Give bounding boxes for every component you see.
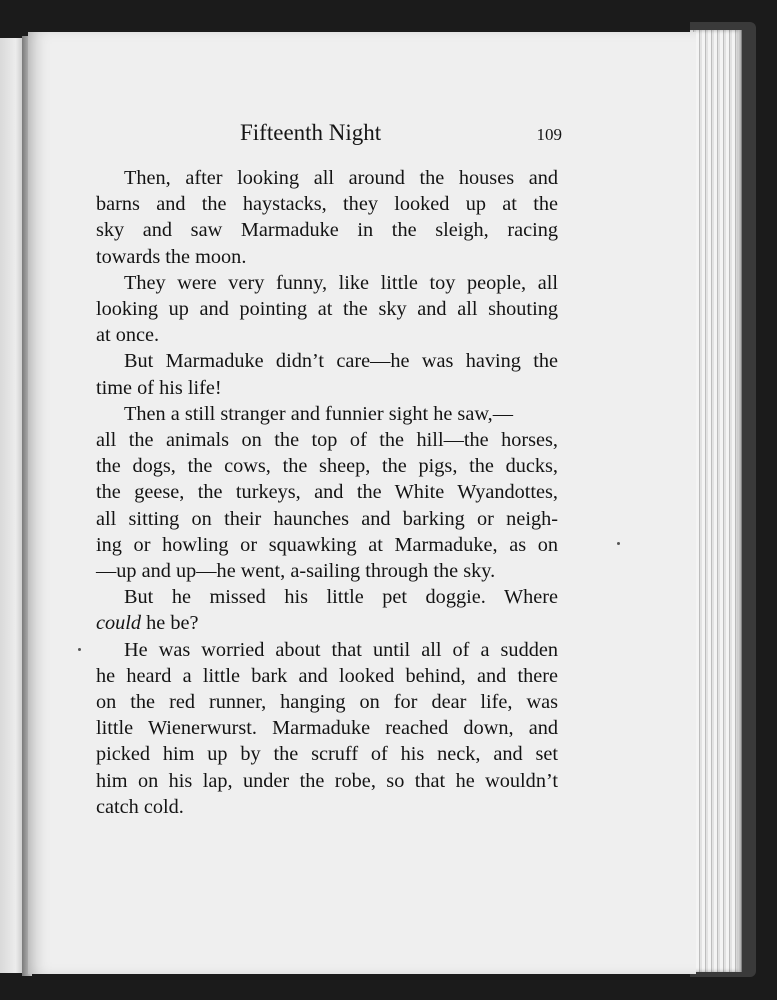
text-line: little Wienerwurst. Marmaduke reached down, and bbox=[96, 717, 558, 740]
body-text bbox=[96, 165, 558, 820]
text-line: looking up and pointing at the sky and all shouting bbox=[96, 298, 558, 321]
text-line: at once. bbox=[96, 324, 160, 347]
paper-speck bbox=[617, 542, 620, 545]
text-line: all the animals on the top of the hill—the horses, bbox=[96, 429, 558, 452]
text-line: him on his lap, under the robe, so that he wouldn’t bbox=[96, 769, 558, 792]
text-line: But Marmaduke didn’t care—he was having the bbox=[124, 350, 558, 373]
emphasis-could: could bbox=[96, 612, 142, 635]
text-line: time of his life! bbox=[96, 376, 222, 399]
page-number: 109 bbox=[536, 125, 562, 144]
text-line: Then, after looking all around the houses and bbox=[124, 167, 558, 189]
text-line: the dogs, the cows, the sheep, the pigs, the ducks, bbox=[96, 455, 558, 478]
running-title: Fifteenth Night bbox=[240, 120, 382, 145]
text-line: he heard a little bark and looked behind, and there bbox=[96, 664, 558, 687]
text-line: barns and the haystacks, they looked up at the bbox=[96, 193, 558, 216]
text-line: But he missed his little pet doggie. Where bbox=[124, 586, 558, 609]
text-line: They were very funny, like little toy people, all bbox=[124, 271, 558, 294]
text-line: towards the moon. bbox=[96, 245, 247, 268]
text-line: on the red runner, hanging on for dear life, was bbox=[96, 691, 558, 714]
text-line: all sitting on their haunches and barking or neigh- bbox=[96, 507, 558, 530]
paper-speck bbox=[78, 648, 81, 651]
text-line: sky and saw Marmaduke in the sleigh, racing bbox=[96, 219, 558, 242]
text-line: the geese, the turkeys, and the White Wyandottes, bbox=[96, 481, 558, 504]
page-edges bbox=[690, 30, 742, 972]
text-line: ing or howling or squawking at Marmaduke, as on bbox=[96, 533, 558, 556]
text-line: Then a still stranger and funnier sight he saw,— bbox=[124, 402, 513, 425]
text-line: He was worried about that until all of a sudden bbox=[124, 638, 558, 661]
text-line: picked him up by the scruff of his neck, and set bbox=[96, 743, 558, 766]
text-line bbox=[96, 610, 558, 636]
text-line: —up and up—he went, a-sailing through the sky. bbox=[96, 560, 496, 583]
text-fragment: he be? bbox=[146, 612, 199, 635]
text-line: catch cold. bbox=[96, 795, 184, 818]
